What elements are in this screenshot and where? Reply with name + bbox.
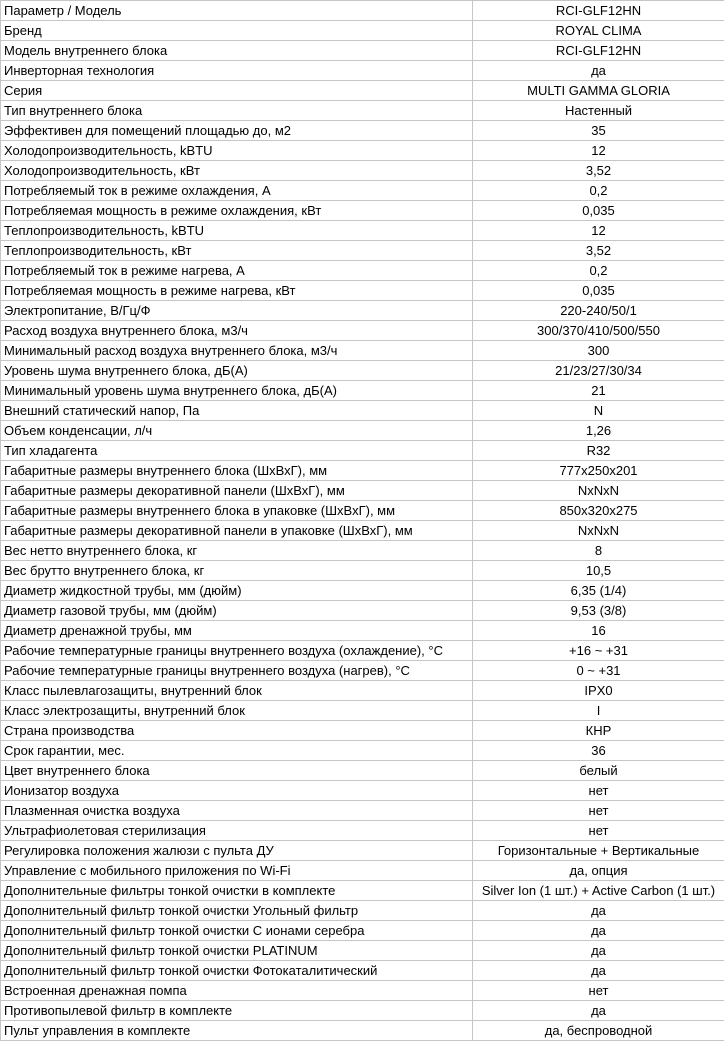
table-row bbox=[1, 501, 724, 521]
param-cell: Рабочие температурные границы внутреннего воздуха (нагрев), °С bbox=[1, 661, 473, 681]
table-row bbox=[1, 781, 724, 801]
header-param-cell: Параметр / Модель bbox=[1, 1, 473, 21]
param-cell: Дополнительные фильтры тонкой очистки в комплекте bbox=[1, 881, 473, 901]
value-cell: 0,2 bbox=[473, 261, 724, 281]
value-cell: Настенный bbox=[473, 101, 724, 121]
param-cell: Ультрафиолетовая стерилизация bbox=[1, 821, 473, 841]
table-row bbox=[1, 101, 724, 121]
param-cell: Тип хладагента bbox=[1, 441, 473, 461]
value-cell: R32 bbox=[473, 441, 724, 461]
header-model-cell: RCI-GLF12HN bbox=[473, 1, 724, 21]
table-row bbox=[1, 641, 724, 661]
table-header-row bbox=[1, 1, 724, 21]
param-cell: Потребляемый ток в режиме нагрева, А bbox=[1, 261, 473, 281]
value-cell: да bbox=[473, 901, 724, 921]
param-cell: Расход воздуха внутреннего блока, м3/ч bbox=[1, 321, 473, 341]
table-row bbox=[1, 321, 724, 341]
table-row bbox=[1, 581, 724, 601]
param-cell: Дополнительный фильтр тонкой очистки Фотокаталитический bbox=[1, 961, 473, 981]
param-cell: Противопылевой фильтр в комплекте bbox=[1, 1001, 473, 1021]
param-cell: Холодопроизводительность, кВт bbox=[1, 161, 473, 181]
table-row bbox=[1, 281, 724, 301]
value-cell: RCI-GLF12HN bbox=[473, 41, 724, 61]
value-cell: 6,35 (1/4) bbox=[473, 581, 724, 601]
param-cell: Потребляемый ток в режиме охлаждения, А bbox=[1, 181, 473, 201]
value-cell: IPX0 bbox=[473, 681, 724, 701]
table-row bbox=[1, 61, 724, 81]
table-row bbox=[1, 801, 724, 821]
value-cell: ROYAL CLIMA bbox=[473, 21, 724, 41]
value-cell: 12 bbox=[473, 141, 724, 161]
table-row bbox=[1, 341, 724, 361]
param-cell: Встроенная дренажная помпа bbox=[1, 981, 473, 1001]
value-cell: 0 ~ +31 bbox=[473, 661, 724, 681]
value-cell: да bbox=[473, 61, 724, 81]
table-row bbox=[1, 1001, 724, 1021]
table-row bbox=[1, 821, 724, 841]
param-cell: Габаритные размеры внутреннего блока (ШхВхГ), мм bbox=[1, 461, 473, 481]
param-cell: Управление с мобильного приложения по Wi-Fi bbox=[1, 861, 473, 881]
param-cell: Теплопроизводительность, кВт bbox=[1, 241, 473, 261]
param-cell: Модель внутреннего блока bbox=[1, 41, 473, 61]
table-row bbox=[1, 361, 724, 381]
table-row bbox=[1, 921, 724, 941]
table-row bbox=[1, 401, 724, 421]
param-cell: Бренд bbox=[1, 21, 473, 41]
value-cell: 850x320x275 bbox=[473, 501, 724, 521]
param-cell: Дополнительный фильтр тонкой очистки С ионами серебра bbox=[1, 921, 473, 941]
table-row bbox=[1, 301, 724, 321]
table-row bbox=[1, 701, 724, 721]
param-cell: Объем конденсации, л/ч bbox=[1, 421, 473, 441]
table-row bbox=[1, 601, 724, 621]
param-cell: Габаритные размеры внутреннего блока в упаковке (ШхВхГ), мм bbox=[1, 501, 473, 521]
table-row bbox=[1, 381, 724, 401]
param-cell: Регулировка положения жалюзи с пульта ДУ bbox=[1, 841, 473, 861]
param-cell: Дополнительный фильтр тонкой очистки PLATINUM bbox=[1, 941, 473, 961]
value-cell: 21/23/27/30/34 bbox=[473, 361, 724, 381]
table-row bbox=[1, 1021, 724, 1041]
table-row bbox=[1, 761, 724, 781]
value-cell: 36 bbox=[473, 741, 724, 761]
table-row bbox=[1, 161, 724, 181]
value-cell: Горизонтальные + Вертикальные bbox=[473, 841, 724, 861]
value-cell: I bbox=[473, 701, 724, 721]
value-cell: 0,035 bbox=[473, 201, 724, 221]
value-cell: да bbox=[473, 941, 724, 961]
value-cell: +16 ~ +31 bbox=[473, 641, 724, 661]
param-cell: Холодопроизводительность, kBTU bbox=[1, 141, 473, 161]
value-cell: 0,035 bbox=[473, 281, 724, 301]
value-cell: да bbox=[473, 1001, 724, 1021]
param-cell: Класс пылевлагозащиты, внутренний блок bbox=[1, 681, 473, 701]
table-row bbox=[1, 721, 724, 741]
table-row bbox=[1, 941, 724, 961]
value-cell: NxNxN bbox=[473, 521, 724, 541]
param-cell: Габаритные размеры декоративной панели в упаковке (ШхВхГ), мм bbox=[1, 521, 473, 541]
spec-table-body bbox=[1, 1, 724, 1041]
table-row bbox=[1, 741, 724, 761]
value-cell: 8 bbox=[473, 541, 724, 561]
param-cell: Инверторная технология bbox=[1, 61, 473, 81]
param-cell: Диаметр дренажной трубы, мм bbox=[1, 621, 473, 641]
param-cell: Потребляемая мощность в режиме нагрева, кВт bbox=[1, 281, 473, 301]
table-row bbox=[1, 521, 724, 541]
table-row bbox=[1, 141, 724, 161]
value-cell: нет bbox=[473, 801, 724, 821]
value-cell: белый bbox=[473, 761, 724, 781]
param-cell: Рабочие температурные границы внутреннего воздуха (охлаждение), °С bbox=[1, 641, 473, 661]
param-cell: Плазменная очистка воздуха bbox=[1, 801, 473, 821]
table-row bbox=[1, 541, 724, 561]
param-cell: Цвет внутреннего блока bbox=[1, 761, 473, 781]
table-row bbox=[1, 421, 724, 441]
value-cell: да bbox=[473, 961, 724, 981]
table-row bbox=[1, 261, 724, 281]
value-cell: 16 bbox=[473, 621, 724, 641]
table-row bbox=[1, 881, 724, 901]
value-cell: да bbox=[473, 921, 724, 941]
table-row bbox=[1, 201, 724, 221]
value-cell: 3,52 bbox=[473, 241, 724, 261]
param-cell: Класс электрозащиты, внутренний блок bbox=[1, 701, 473, 721]
value-cell: 777x250x201 bbox=[473, 461, 724, 481]
value-cell: 300/370/410/500/550 bbox=[473, 321, 724, 341]
value-cell: 0,2 bbox=[473, 181, 724, 201]
value-cell: MULTI GAMMA GLORIA bbox=[473, 81, 724, 101]
value-cell: 9,53 (3/8) bbox=[473, 601, 724, 621]
value-cell: 10,5 bbox=[473, 561, 724, 581]
param-cell: Минимальный расход воздуха внутреннего блока, м3/ч bbox=[1, 341, 473, 361]
param-cell: Габаритные размеры декоративной панели (ШхВхГ), мм bbox=[1, 481, 473, 501]
table-row bbox=[1, 241, 724, 261]
table-row bbox=[1, 441, 724, 461]
value-cell: да, беспроводной bbox=[473, 1021, 724, 1041]
value-cell: да, опция bbox=[473, 861, 724, 881]
param-cell: Потребляемая мощность в режиме охлаждения, кВт bbox=[1, 201, 473, 221]
param-cell: Минимальный уровень шума внутреннего блока, дБ(А) bbox=[1, 381, 473, 401]
table-row bbox=[1, 41, 724, 61]
table-row bbox=[1, 221, 724, 241]
value-cell: нет bbox=[473, 781, 724, 801]
param-cell: Серия bbox=[1, 81, 473, 101]
table-row bbox=[1, 561, 724, 581]
table-row bbox=[1, 81, 724, 101]
param-cell: Внешний статический напор, Па bbox=[1, 401, 473, 421]
table-row bbox=[1, 981, 724, 1001]
param-cell: Тип внутреннего блока bbox=[1, 101, 473, 121]
param-cell: Вес нетто внутреннего блока, кг bbox=[1, 541, 473, 561]
table-row bbox=[1, 901, 724, 921]
table-row bbox=[1, 481, 724, 501]
param-cell: Уровень шума внутреннего блока, дБ(А) bbox=[1, 361, 473, 381]
param-cell: Эффективен для помещений площадью до, м2 bbox=[1, 121, 473, 141]
param-cell: Страна производства bbox=[1, 721, 473, 741]
table-row bbox=[1, 181, 724, 201]
value-cell: нет bbox=[473, 821, 724, 841]
table-row bbox=[1, 841, 724, 861]
value-cell: 300 bbox=[473, 341, 724, 361]
value-cell: 1,26 bbox=[473, 421, 724, 441]
table-row bbox=[1, 621, 724, 641]
value-cell: NxNxN bbox=[473, 481, 724, 501]
table-row bbox=[1, 121, 724, 141]
value-cell: 3,52 bbox=[473, 161, 724, 181]
param-cell: Электропитание, В/Гц/Ф bbox=[1, 301, 473, 321]
param-cell: Теплопроизводительность, kBTU bbox=[1, 221, 473, 241]
value-cell: 21 bbox=[473, 381, 724, 401]
param-cell: Диаметр жидкостной трубы, мм (дюйм) bbox=[1, 581, 473, 601]
value-cell: 35 bbox=[473, 121, 724, 141]
param-cell: Дополнительный фильтр тонкой очистки Угольный фильтр bbox=[1, 901, 473, 921]
value-cell: нет bbox=[473, 981, 724, 1001]
param-cell: Ионизатор воздуха bbox=[1, 781, 473, 801]
param-cell: Диаметр газовой трубы, мм (дюйм) bbox=[1, 601, 473, 621]
table-row bbox=[1, 461, 724, 481]
param-cell: Вес брутто внутреннего блока, кг bbox=[1, 561, 473, 581]
param-cell: Пульт управления в комплекте bbox=[1, 1021, 473, 1041]
value-cell: Silver Ion (1 шт.) + Active Carbon (1 шт.) bbox=[473, 881, 724, 901]
value-cell: КНР bbox=[473, 721, 724, 741]
value-cell: 220-240/50/1 bbox=[473, 301, 724, 321]
table-row bbox=[1, 861, 724, 881]
table-row bbox=[1, 661, 724, 681]
value-cell: 12 bbox=[473, 221, 724, 241]
table-row bbox=[1, 21, 724, 41]
table-row bbox=[1, 681, 724, 701]
value-cell: N bbox=[473, 401, 724, 421]
table-row bbox=[1, 961, 724, 981]
param-cell: Срок гарантии, мес. bbox=[1, 741, 473, 761]
